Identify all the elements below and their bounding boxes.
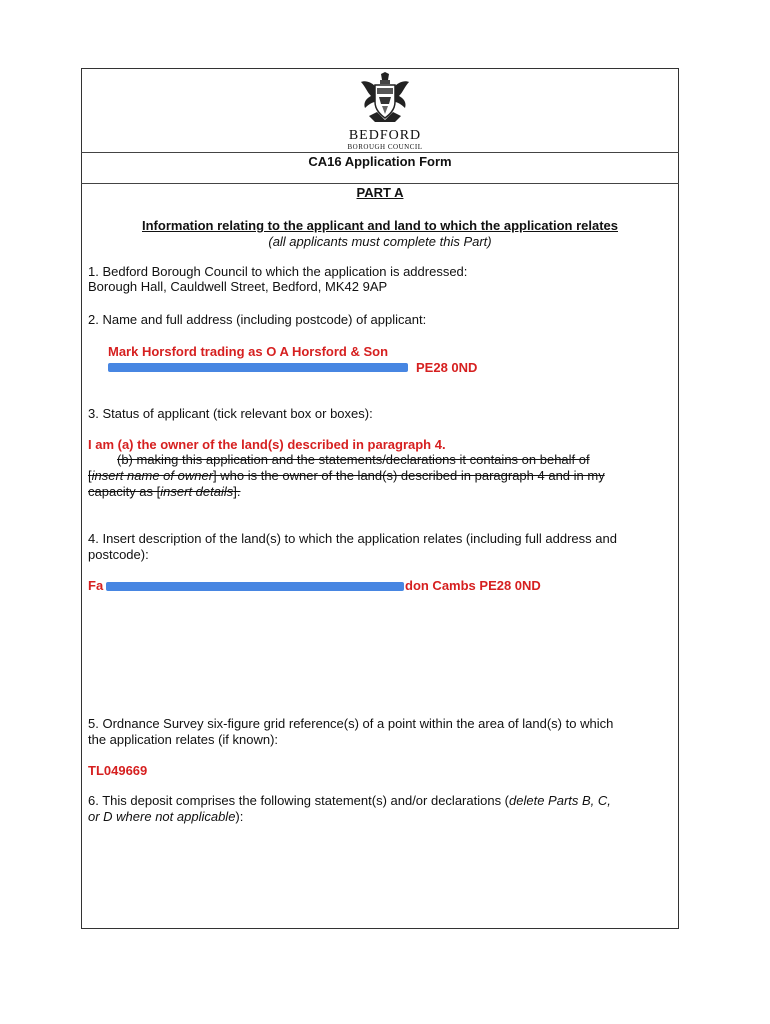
bracket-open: [: [88, 468, 92, 483]
status-option-b-line2: [88, 468, 605, 484]
grid-reference: TL049669: [88, 763, 148, 778]
logo-name: BEDFORD: [348, 128, 422, 143]
form-title: CA16 Application Form: [308, 154, 452, 169]
applicant-name: Mark Horsford trading as O A Horsford & Son: [108, 344, 389, 359]
capacity-text: capacity as [: [88, 484, 161, 499]
divider-top: [81, 152, 679, 153]
section2-label: 2. Name and full address (including postcode) of applicant:: [88, 312, 427, 327]
status-option-b-line1: (b) making this application and the statements/declarations it contains on behalf of: [117, 452, 590, 467]
section6-italic-cont: or D where not applicable: [88, 809, 236, 824]
section6-close: ):: [235, 809, 244, 824]
section-heading: Information relating to the applicant and land to which the application relates: [142, 218, 618, 233]
section1-label: 1. Bedford Borough Council to which the application is addressed:: [88, 264, 468, 279]
logo-subtitle: BOROUGH COUNCIL: [347, 143, 423, 151]
status-option-b-line3: [88, 484, 240, 500]
details-placeholder: insert details: [160, 484, 234, 499]
section3-label: 3. Status of applicant (tick relevant box or boxes):: [88, 406, 373, 421]
section-subheading: (all applicants must complete this Part): [268, 234, 492, 249]
council-crest-icon: [355, 72, 415, 124]
owner-name-placeholder: insert name of owner: [91, 468, 214, 483]
section6-label-line1: [88, 793, 611, 809]
section4-label-line2: postcode):: [88, 547, 149, 562]
applicant-postcode: PE28 0ND: [416, 360, 478, 375]
divider-title: [81, 183, 679, 184]
status-option-a: I am (a) the owner of the land(s) described in paragraph 4.: [88, 437, 446, 452]
land-description-prefix: Fa: [88, 578, 104, 593]
section5-label-line1: 5. Ordnance Survey six-figure grid reference(s) of a point within the area of land(s) to which: [88, 716, 614, 731]
section6-italic: delete Parts B, C,: [509, 793, 611, 808]
section6-label-line2: [88, 809, 243, 825]
part-heading: PART A: [356, 185, 404, 200]
section4-label-line1: 4. Insert description of the land(s) to which the application relates (including full address and: [88, 531, 617, 546]
council-address: Borough Hall, Cauldwell Street, Bedford, MK42 9AP: [88, 279, 388, 294]
redaction-bar: [106, 582, 404, 591]
owner-line-text: ] who is the owner of the land(s) described in paragraph 4 and in my: [213, 468, 605, 483]
council-logo: [340, 72, 430, 152]
bracket-close: ].: [233, 484, 241, 499]
section5-label-line2: the application relates (if known):: [88, 732, 279, 747]
land-description-suffix: don Cambs PE28 0ND: [405, 578, 541, 593]
section6-text: 6. This deposit comprises the following statement(s) and/or declarations (: [88, 793, 510, 808]
redaction-bar: [108, 363, 408, 372]
